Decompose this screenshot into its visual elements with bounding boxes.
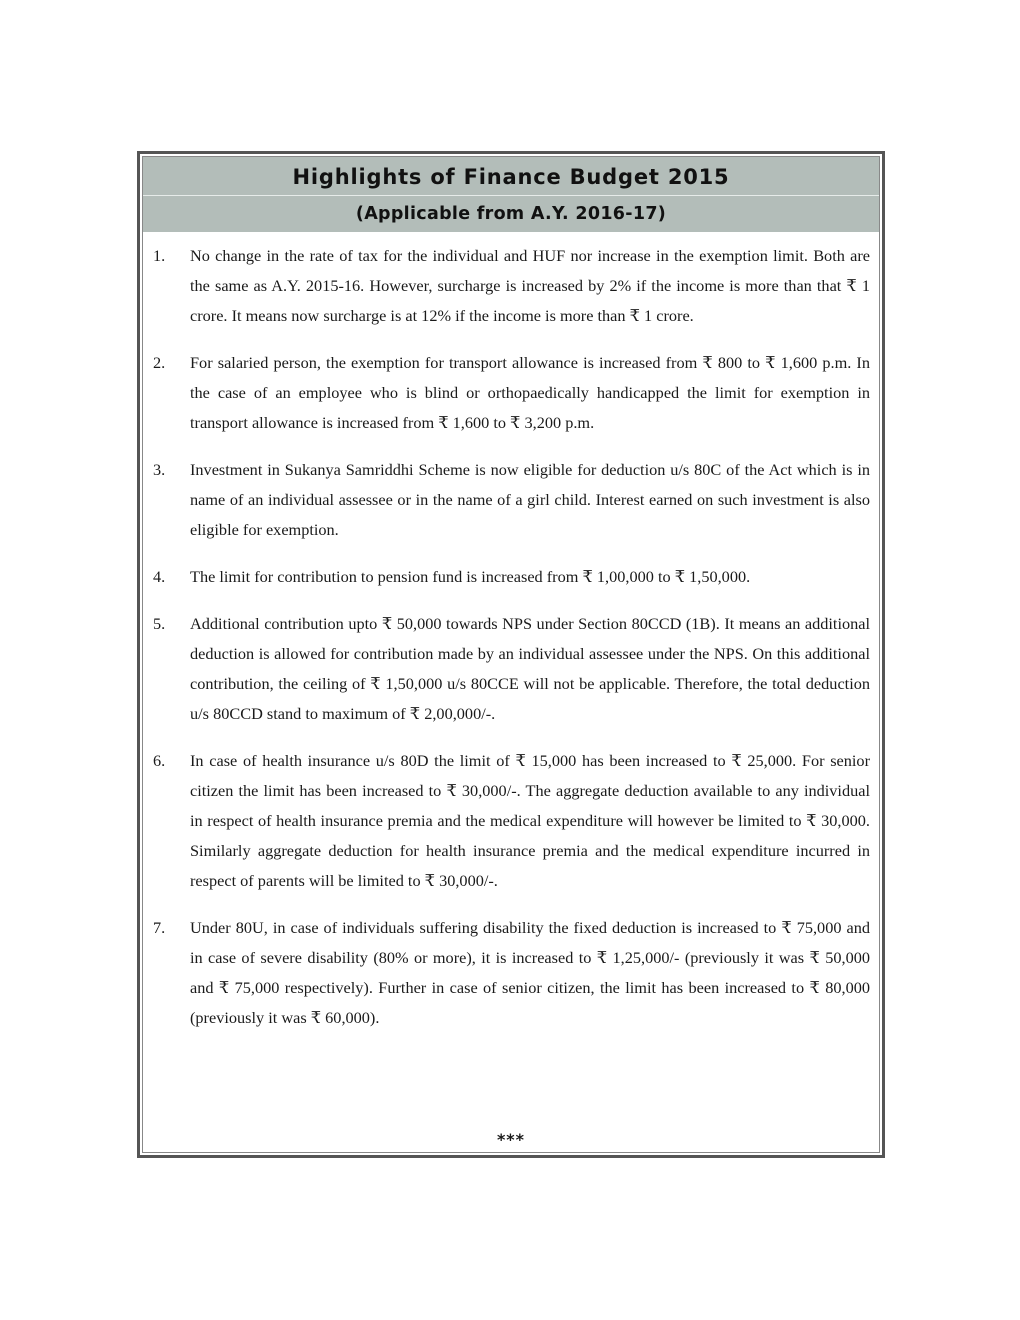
item-text: In case of health insurance u/s 80D the limit of ₹ 15,000 has been increased to ₹ 25,000. For senior citizen the limit has been increased to ₹ 30,000/-. The aggregate deduction available to any individual in respect of health insurance premia and the medical expenditure will however be limited to ₹ 30,000. Similarly aggregate deduction for health insurance premia and the medical expenditure incurred in respect of parents will be limited to ₹ 30,000/-. [190, 751, 870, 890]
highlights-list [143, 241, 879, 1050]
item-number: 5. [153, 614, 166, 633]
item-number: 4. [153, 567, 166, 586]
highlights-box-inner [142, 156, 880, 1153]
list-item [143, 348, 879, 438]
page-subtitle: (Applicable from A.Y. 2016-17) [355, 204, 667, 224]
header [143, 157, 879, 232]
item-number: 2. [153, 353, 166, 372]
item-number: 7. [153, 918, 166, 937]
item-text: Investment in Sukanya Samriddhi Scheme is now eligible for deduction u/s 80C of the Act which is in name of an individual assessee or in the name of a girl child. Interest earned on such investment is also eligible for exemption. [190, 460, 870, 539]
item-text: The limit for contribution to pension fund is increased from ₹ 1,00,000 to ₹ 1,50,000. [190, 567, 751, 586]
item-number: 3. [153, 460, 166, 479]
list-item [143, 746, 879, 896]
list-item [143, 609, 879, 729]
item-text: No change in the rate of tax for the individual and HUF nor increase in the exemption limit. Both are the same as A.Y. 2015-16. However, surcharge is increased by 2% if the income is more than that ₹ 1 crore. It means now surcharge is at 12% if the income is more than ₹ 1 crore. [190, 246, 870, 325]
end-mark: *** [496, 1130, 526, 1149]
item-text: For salaried person, the exemption for transport allowance is increased from ₹ 800 to ₹ 1,600 p.m. In the case of an employee who is blind or orthopaedically handicapped the limit for exemption in transport allowance is increased from ₹ 1,600 to ₹ 3,200 p.m. [190, 353, 870, 432]
item-number: 1. [153, 246, 166, 265]
list-item [143, 913, 879, 1033]
page-title: Highlights of Finance Budget 2015 [143, 157, 879, 196]
item-number: 6. [153, 751, 166, 770]
list-item [143, 562, 879, 592]
highlights-box [137, 151, 885, 1158]
list-item [143, 241, 879, 331]
item-text: Additional contribution upto ₹ 50,000 towards NPS under Section 80CCD (1B). It means an additional deduction is allowed for contribution made by an individual assessee under the NPS. On this additional contribution, the ceiling of ₹ 1,50,000 u/s 80CCE will not be applicable. Therefore, the total deduction u/s 80CCD stand to maximum of ₹ 2,00,000/-. [190, 614, 870, 723]
item-text: Under 80U, in case of individuals suffering disability the fixed deduction is increased to ₹ 75,000 and in case of severe disability (80% or more), it is increased to ₹ 1,25,000/- (previously it was ₹ 50,000 and ₹ 75,000 respectively). Further in case of senior citizen, the limit has been increased to ₹ 80,000 (previously it was ₹ 60,000). [190, 918, 870, 1027]
list-item [143, 455, 879, 545]
